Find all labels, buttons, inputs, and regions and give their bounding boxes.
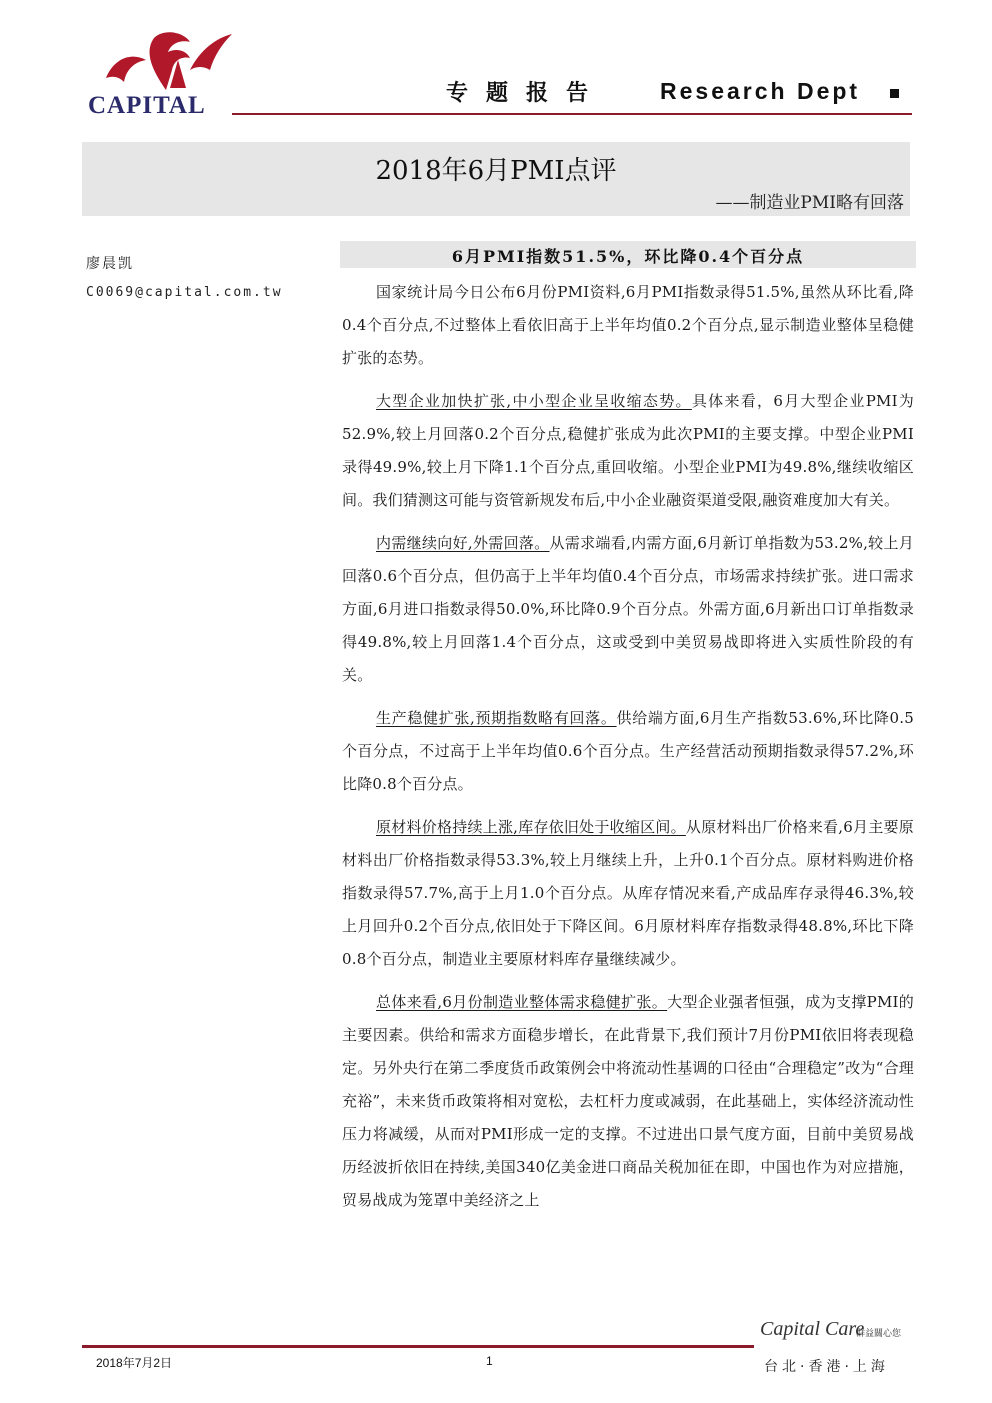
- report-type-label: 专题报告: [446, 81, 607, 106]
- body-paragraph: [342, 527, 914, 692]
- report-body: [342, 276, 914, 1227]
- paragraph-lead: 原材料价格持续上涨,库存依旧处于收缩区间。: [376, 818, 686, 836]
- body-paragraph: [342, 986, 914, 1217]
- paragraph-lead: 总体来看,6月份制造业整体需求稳健扩张。: [376, 993, 668, 1011]
- page-number: 1: [486, 1354, 493, 1368]
- paragraph-text: 具体来看，6月大型企业PMI为52.9%,较上月回落0.2个百分点,稳健扩张成为此次PMI的主要支撑。中型企业PMI录得49.9%,较上月下降1.1个百分点,重回收缩。小型企业PMI为49.8%,继续收缩区间。我们猜测这可能与资管新规发布后,中小企业融资渠道受限,融资难度加大有关。: [342, 392, 915, 509]
- header-divider: [232, 113, 912, 115]
- capital-logo-text: CAPITAL: [88, 92, 206, 119]
- title-band: [82, 142, 910, 216]
- author-email: C0069@capital.com.tw: [86, 285, 283, 300]
- paragraph-text: 国家统计局今日公布6月份PMI资料,6月PMI指数录得51.5%,虽然从环比看,降0.4个百分点,不过整体上看依旧高于上半年均值0.2个百分点,显示制造业整体呈稳健扩张的态势。: [342, 283, 914, 367]
- footer-date: 2018年7月2日: [96, 1356, 173, 1370]
- capital-care-logo: Capital Care: [760, 1318, 865, 1340]
- body-paragraph: [342, 702, 914, 801]
- paragraph-lead: 生产稳健扩张,预期指数略有回落。: [376, 709, 617, 727]
- paragraph-text: 从原材料出厂价格来看,6月主要原材料出厂价格指数录得53.3%,较上月继续上升，上升0.1个百分点。原材料购进价格指数录得57.7%,高于上月1.0个百分点。从库存情况来看,产成品库存录得46.3%,较上月回升0.2个百分点,依旧处于下降区间。6月原材料库存指数录得48.8%,环比下降0.8个百分点，制造业主要原材料库存量继续减少。: [342, 818, 914, 968]
- paragraph-text: 大型企业强者恒强，成为支撑PMI的主要因素。供给和需求方面稳步增长，在此背景下,我们预计7月份PMI依旧将表现稳定。另外央行在第二季度货币政策例会中将流动性基调的口径由“合理稳定”改为“合理充裕”，未来货币政策将相对宽松，去杠杆力度或减弱，在此基础上，实体经济流动性压力将减缓，从而对PMI形成一定的支撑。不过进出口景气度方面，目前中美贸易战历经波折依旧在持续,美国340亿美金进口商品关税加征在即，中国也作为对应措施，贸易战成为笼罩中美经济之上: [342, 993, 914, 1209]
- paragraph-lead: 内需继续向好,外需回落。: [376, 534, 550, 552]
- body-paragraph: [342, 385, 914, 517]
- capital-care-tagline: 群益關心您: [856, 1329, 902, 1339]
- header-square-mark: [890, 89, 899, 98]
- footer-divider: [82, 1345, 754, 1348]
- capital-logo-icon: [104, 30, 234, 92]
- page-subtitle: ——制造业PMI略有回落: [715, 193, 904, 213]
- paragraph-text: 从需求端看,内需方面,6月新订单指数为53.2%,较上月回落0.6个百分点，但仍高于上半年均值0.4个百分点，市场需求持续扩张。进口需求方面,6月进口指数录得50.0%,环比降0.9个百分点。外需方面,6月新出口订单指数录得49.8%,较上月回落1.4个百分点，这或受到中美贸易战即将进入实质性阶段的有关。: [342, 534, 914, 684]
- body-paragraph: [342, 811, 914, 976]
- research-dept-label: Research Dept: [660, 78, 861, 104]
- section-heading-band: [340, 241, 916, 268]
- paragraph-lead: 大型企业加快扩张,中小型企业呈收缩态势。: [376, 392, 692, 410]
- body-paragraph: [342, 276, 914, 375]
- page-title: 2018年6月PMI点评: [375, 156, 617, 186]
- section-heading: 6月PMI指数51.5%，环比降0.4个百分点: [451, 247, 805, 266]
- author-name: 廖晨凯: [86, 256, 134, 272]
- paragraph-text: 供给端方面,6月生产指数53.6%,环比降0.5个百分点，不过高于上半年均值0.6个百分点。生产经营活动预期指数录得57.2%,环比降0.8个百分点。: [342, 709, 914, 793]
- footer-cities: 台北·香港·上海: [764, 1359, 889, 1375]
